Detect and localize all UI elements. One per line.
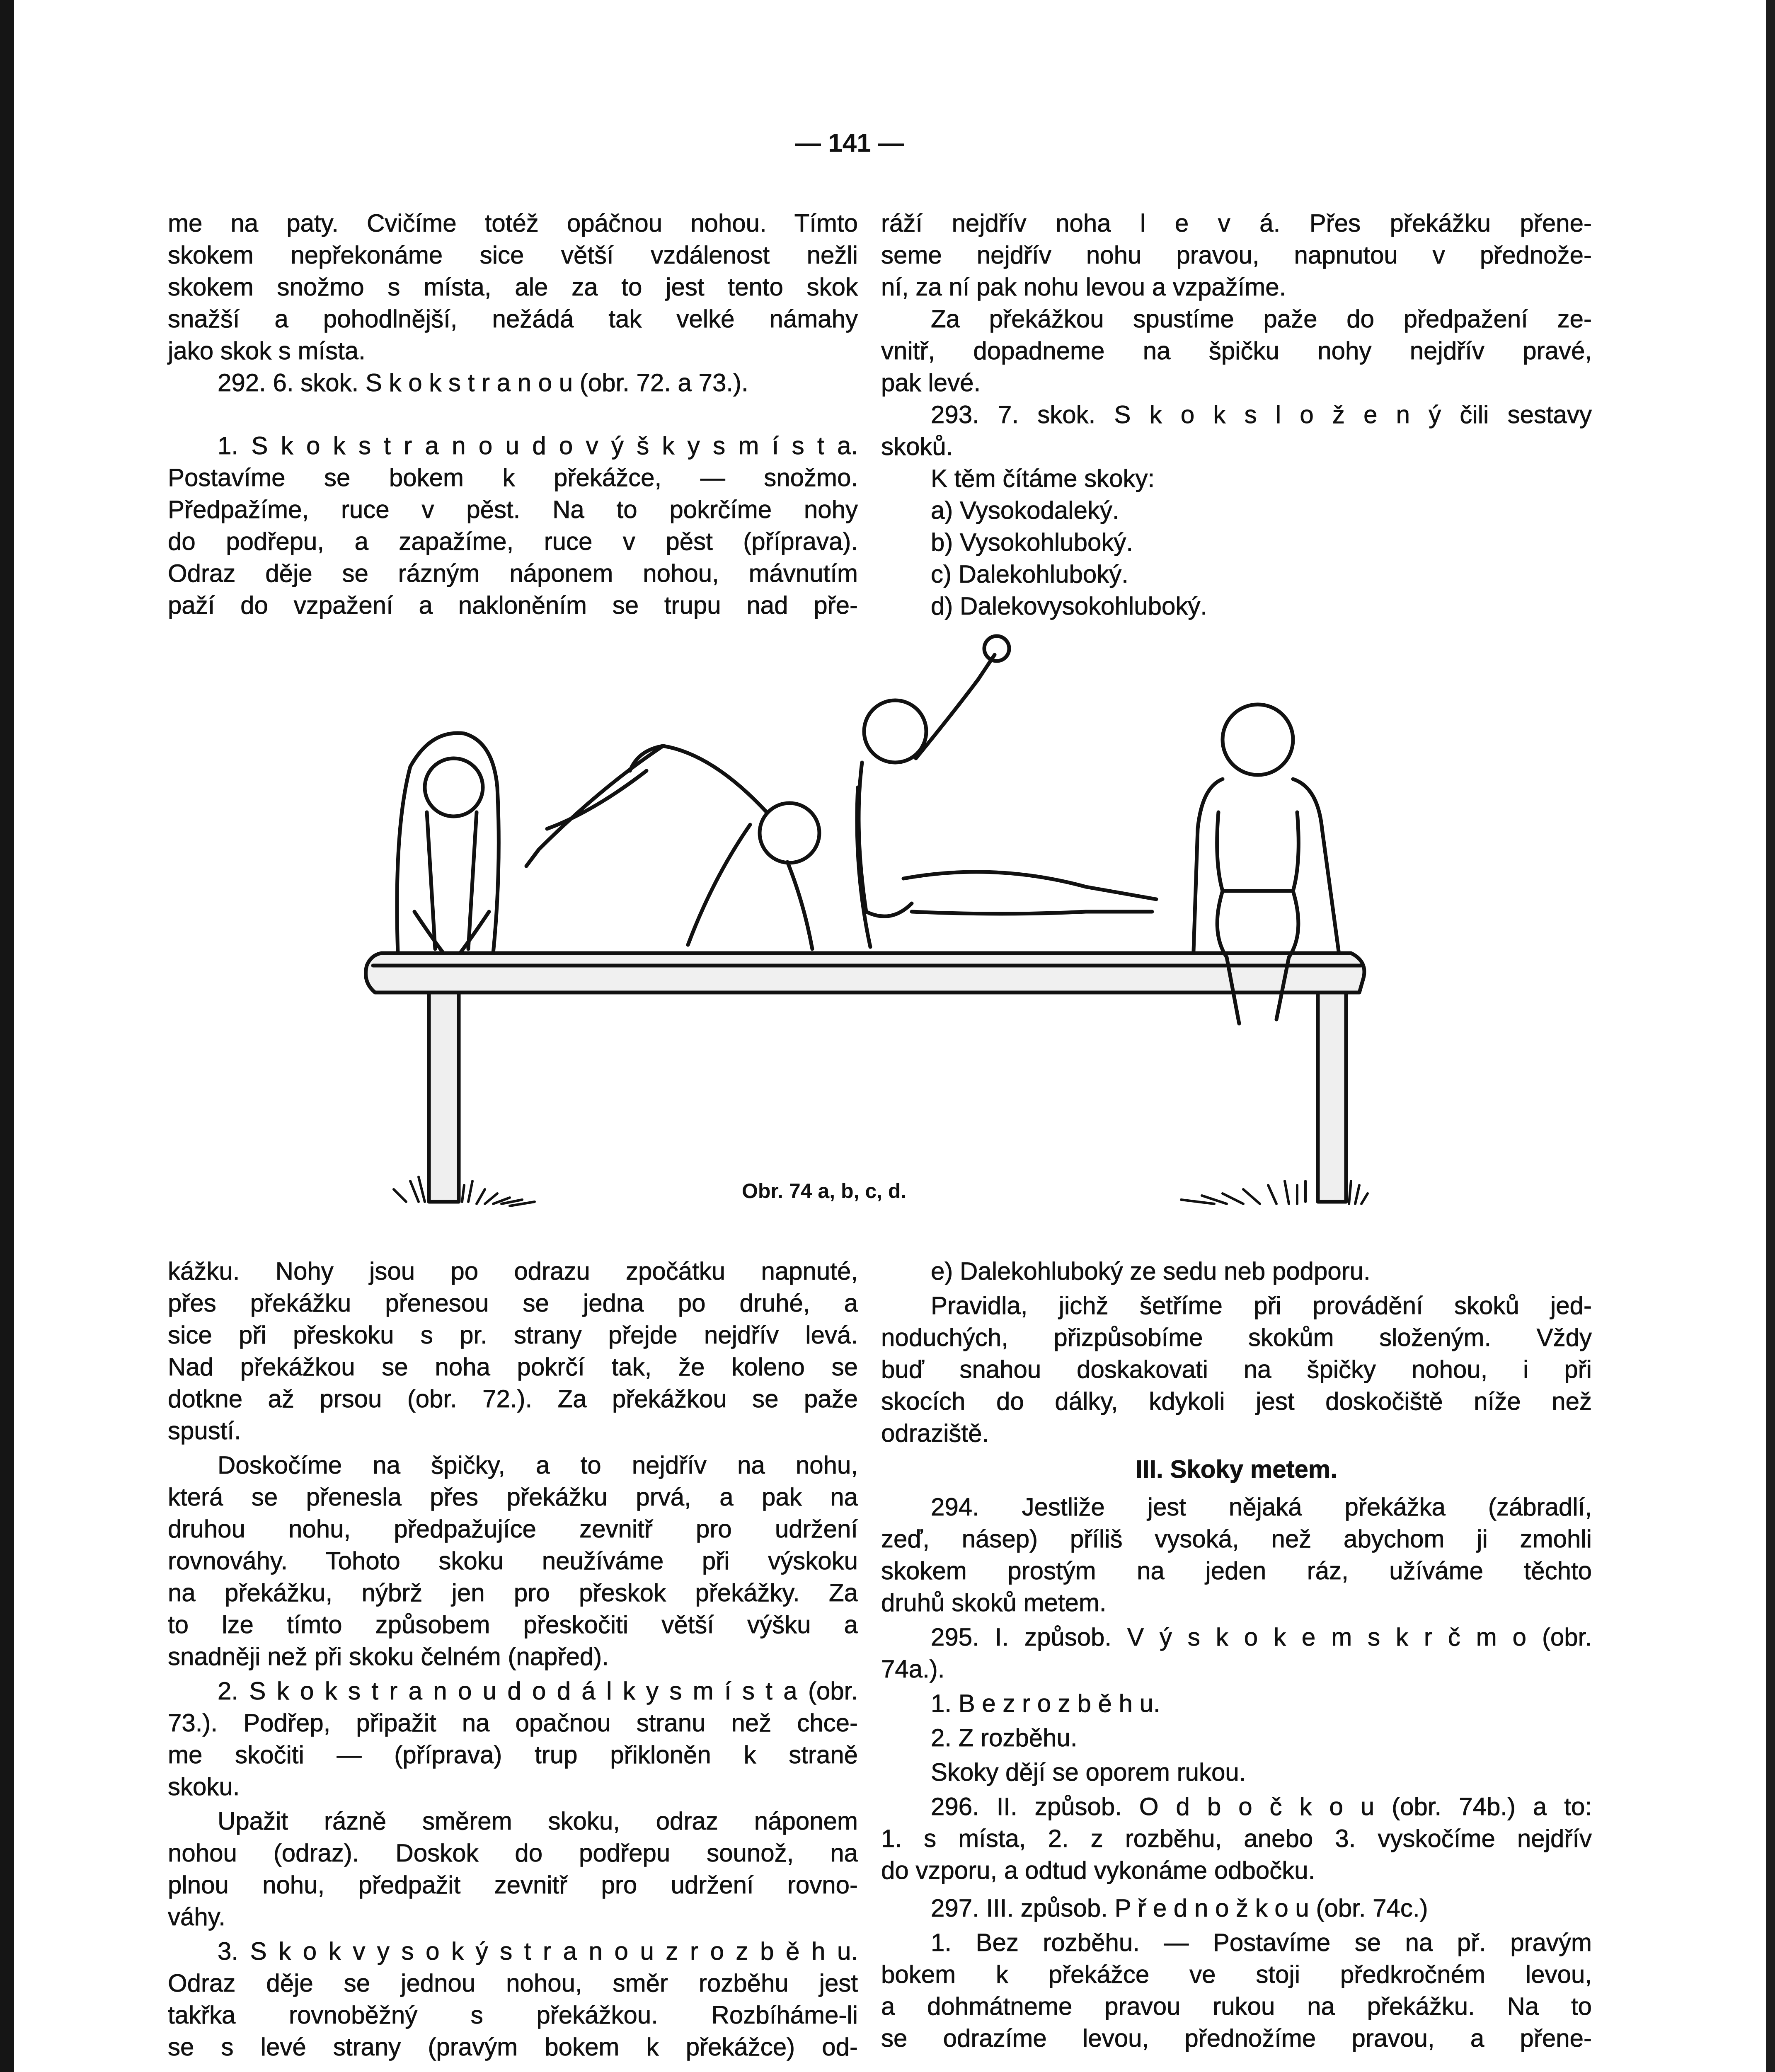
- text-line: Postavíme se bokem k překážce, — snožmo.: [168, 464, 858, 491]
- figure-d-squat-on-beam: [1194, 704, 1339, 1024]
- figure-b-side-vault: [526, 746, 819, 949]
- text-line: sice při přeskoku s pr. strany přejde nejdřív levá.: [168, 1321, 858, 1349]
- text-line: 295. I. způsob. V ý s k o k e m s k r č m o (obr.: [931, 1623, 1592, 1651]
- text-line: Odraz děje se jednou nohou, směr rozběhu jest: [168, 1969, 858, 1997]
- text-line: ní, za ní pak nohu levou a vzpažíme.: [881, 273, 1286, 301]
- col-left-bottom: [168, 1255, 858, 2065]
- paragraph: [881, 399, 1592, 462]
- text-line: plnou nohu, předpažit zevnitř pro udržení rovno-: [168, 1871, 858, 1899]
- text-line: zeď, násep) příliš vysoká, než abychom ji zmohli: [881, 1525, 1592, 1553]
- text-line: skokem snožmo s místa, ale za to jest tento skok: [168, 273, 858, 301]
- text-line: skokem nepřekonáme sice větší vzdálenost nežli: [168, 241, 858, 269]
- figure-c-seated-arm-raised: [857, 636, 1156, 947]
- paragraph: [881, 462, 1592, 494]
- text-line: se odrazíme levou, přednožíme pravou, a přene-: [881, 2024, 1592, 2052]
- text-line: paží do vzpažení a nakloněním se trupu nad pře-: [168, 591, 858, 619]
- text-line: do vzporu, a odtud vykonáme odbočku.: [881, 1857, 1315, 1884]
- scan-edge-left: [0, 0, 14, 2072]
- figure-a-crouched: [397, 733, 499, 953]
- paragraph: [881, 1621, 1592, 1685]
- col-right-top: [881, 207, 1592, 622]
- paragraph: [168, 1675, 858, 1803]
- paragraph: [168, 430, 858, 621]
- paragraph: [881, 1255, 1592, 1287]
- text-line: seme nejdřív nohu pravou, napnutou v přednože-: [881, 241, 1592, 269]
- text-line: 74a.).: [881, 1655, 945, 1683]
- text-line: Doskočíme na špičky, a to nejdřív na nohu,: [218, 1451, 858, 1479]
- text-line: do podřepu, a zapažíme, ruce v pěst (příprava).: [168, 528, 858, 555]
- text-line: ráží nejdřív noha l e v á. Přes překážku přene-: [881, 209, 1592, 237]
- text-line: takřka rovnoběžný s překážkou. Rozbíháme-li: [168, 2001, 858, 2029]
- paragraph: [881, 1687, 1592, 1719]
- text-line: d) Dalekovysokohluboký.: [931, 592, 1208, 620]
- section-heading: [881, 1453, 1592, 1485]
- text-line: skoků.: [881, 433, 953, 460]
- text-line: 297. III. způsob. P ř e d n o ž k o u (obr. 74c.): [931, 1894, 1428, 1922]
- paragraph: [881, 207, 1592, 303]
- text-line: a) Vysokodaleký.: [931, 496, 1119, 524]
- text-line: K těm čítáme skoky:: [931, 465, 1155, 492]
- paragraph: [881, 1791, 1592, 1886]
- text-line: Pravidla, jichž šetříme při provádění skoků jed-: [931, 1292, 1592, 1319]
- text-line: 1. s místa, 2. z rozběhu, anebo 3. vyskočíme nejdřív: [881, 1825, 1592, 1852]
- text-line: Nad překážkou se noha pokrčí tak, že koleno se: [168, 1353, 858, 1381]
- paragraph: [168, 1449, 858, 1673]
- text-line: 73.). Podřep, připažit na opačnou stranu než chce-: [168, 1709, 858, 1737]
- paragraph: [881, 526, 1592, 558]
- text-line: pak levé.: [881, 369, 981, 397]
- text-line: 1. S k o k s t r a n o u d o v ý š k y s m í s t a.: [218, 432, 858, 460]
- paragraph: [881, 303, 1592, 399]
- paragraph: [881, 1722, 1592, 1754]
- text-line: skocích do dálky, kdykoli jest doskočiště níže než: [881, 1387, 1592, 1415]
- text-line: 296. II. způsob. O d b o č k o u (obr. 74b.) a to:: [931, 1793, 1592, 1820]
- text-line: snadněji než při skoku čelném (napřed).: [168, 1643, 609, 1670]
- text-line: spustí.: [168, 1417, 241, 1445]
- text-line: Předpažíme, ruce v pěst. Na to pokrčíme nohy: [168, 496, 858, 523]
- text-line: 1. B e z r o z b ě h u.: [931, 1690, 1160, 1717]
- text-line: která se přenesla přes překážku prvá, a pak na: [168, 1483, 858, 1511]
- text-line: 292. 6. skok. S k o k s t r a n o u (obr. 72. a 73.).: [218, 369, 748, 397]
- text-line: jako skok s místa.: [168, 337, 366, 365]
- paragraph: [168, 1805, 858, 1933]
- paragraph: [881, 494, 1592, 526]
- text-line: dotkne až prsou (obr. 72.). Za překážkou se paže: [168, 1385, 858, 1413]
- col-right-bottom: [881, 1255, 1592, 2057]
- text-line: kážku. Nohy jsou po odrazu zpočátku napnuté,: [168, 1257, 858, 1285]
- text-line: Skoky dějí se oporem rukou.: [931, 1758, 1246, 1786]
- text-line: noduchých, přizpůsobíme skokům složeným. Vždy: [881, 1324, 1592, 1351]
- text-line: skoku.: [168, 1773, 240, 1801]
- text-line: rovnováhy. Tohoto skoku neužíváme při výskoku: [168, 1547, 858, 1575]
- text-line: 1. Bez rozběhu. — Postavíme se na př. pravým: [931, 1929, 1592, 1956]
- text-line: me skočiti — (příprava) trup přikloněn k straně: [168, 1741, 858, 1769]
- text-line: snažší a pohodlnější, nežádá tak velké námahy: [168, 305, 858, 333]
- text-line: buď snahou doskakovati na špičky nohou, i při: [881, 1356, 1592, 1383]
- text-line: přes překážku přenesou se jedna po druhé, a: [168, 1289, 858, 1317]
- paragraph: [168, 1255, 858, 1447]
- text-line: Upažit rázně směrem skoku, odraz náponem: [218, 1807, 858, 1835]
- paragraph: [881, 1756, 1592, 1788]
- text-line: 293. 7. skok. S k o k s l o ž e n ý čili sestavy: [931, 401, 1592, 428]
- text-line: skokem prostým na jeden ráz, užíváme těchto: [881, 1557, 1592, 1585]
- text-line: 294. Jestliže jest nějaká překážka (zábradlí,: [931, 1493, 1592, 1521]
- text-line: nohou (odraz). Doskok do podřepu sounož, na: [168, 1839, 858, 1867]
- text-line: se s levé strany (pravým bokem k překážce) od-: [168, 2033, 858, 2061]
- col-left-top: [168, 207, 858, 621]
- page-number: — 141 —: [795, 129, 904, 157]
- text-line: c) Dalekohluboký.: [931, 560, 1128, 588]
- text-line: Za překážkou spustíme paže do předpažení ze-: [931, 305, 1592, 333]
- paragraph: [881, 1290, 1592, 1449]
- text-line: to lze tímto způsobem přeskočiti větší výšku a: [168, 1611, 858, 1639]
- paragraph: [881, 590, 1592, 622]
- text-line: 3. S k o k v y s o k ý s t r a n o u z r o z b ě h u.: [218, 1937, 858, 1965]
- text-line: III. Skoky metem.: [1136, 1455, 1337, 1483]
- text-line: váhy.: [168, 1903, 225, 1931]
- text-line: 2. S k o k s t r a n o u d o d á l k y s m í s t a (obr.: [218, 1677, 858, 1705]
- text-line: bokem k překážce ve stoji předkročném levou,: [881, 1961, 1592, 1988]
- text-line: druhou nohu, předpažujíce zevnitř pro udržení: [168, 1515, 858, 1543]
- text-line: e) Dalekohluboký ze sedu neb podporu.: [931, 1257, 1371, 1285]
- figure-caption: Obr. 74 a, b, c, d.: [742, 1179, 907, 1203]
- paragraph: [881, 558, 1592, 590]
- text-line: b) Vysokohluboký.: [931, 528, 1133, 556]
- beam: [366, 953, 1365, 1202]
- text-line: odraziště.: [881, 1419, 989, 1447]
- text-line: Odraz děje se rázným náponem nohou, mávnutím: [168, 559, 858, 587]
- text-line: me na paty. Cvičíme totéž opáčnou nohou. Tímto: [168, 209, 858, 237]
- scan-edge-right: [1766, 0, 1775, 2072]
- text-line: a dohmátneme pravou rukou na překážku. Na to: [881, 1992, 1592, 2020]
- paragraph: [881, 1892, 1592, 1924]
- paragraph: [881, 1927, 1592, 2054]
- text-line: vnitř, dopadneme na špičku nohy nejdřív pravé,: [881, 337, 1592, 365]
- text-line: 2. Z rozběhu.: [931, 1724, 1078, 1752]
- paragraph: [881, 1491, 1592, 1619]
- paragraph: [168, 1935, 858, 2063]
- paragraph: [168, 207, 858, 367]
- text-line: druhů skoků metem.: [881, 1589, 1107, 1617]
- text-line: na překážku, nýbrž jen pro přeskok překážky. Za: [168, 1579, 858, 1607]
- paragraph: [168, 367, 858, 399]
